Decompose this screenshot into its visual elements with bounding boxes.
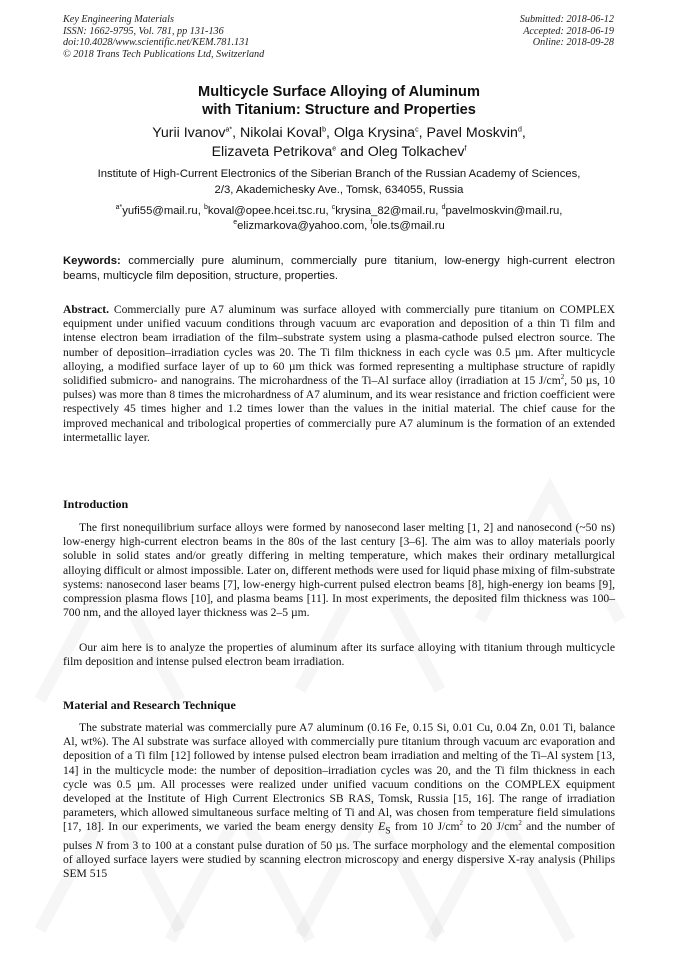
superscript: 2 xyxy=(459,819,463,828)
online-date: Online: 2018-09-28 xyxy=(532,37,614,49)
author-name: Elizaveta Petrikova xyxy=(211,144,333,160)
paragraph: The first nonequilibrium surface alloys were formed by nanosecond laser melting [1, 2] and nanosecond (~50 ns) low-energy high-current electron beams in the 80s of the last century [3–6]. The aim was to alloy materials poorly soluble in solid states and/or greatly differing in melting temperature, which makes their ordinary metallurgical alloying difficult or almost impossible. Later on, different methods were used for liquid phase mixing of film-substrate systems: nanosecond laser beams [7], low-energy high-current pulsed electron beams [8], high-energy ion beams [9], compression plasma flows [10], and plasma beams [11]. In most experiments, the deposited film thickness was 100–700 nm, and the alloyed layer thickness was 2–5 µm. xyxy=(63,521,615,620)
paragraph-text: from 10 J/cm xyxy=(390,820,460,834)
author-sup: c xyxy=(415,126,419,134)
superscript: 2 xyxy=(560,373,565,382)
variable: N xyxy=(95,838,104,852)
title-line-1: Multicycle Surface Alloying of Aluminum xyxy=(198,84,480,100)
paragraph-text: from 3 to 100 at a constant pulse duration of 50 µs. The surface morphology and the elemental composition of alloyed surface layers were studied by scanning electron microscopy and energy dispersive X-ray analysis (Philips SEM 515 xyxy=(63,838,615,881)
journal-name: Key Engineering Materials xyxy=(63,14,174,25)
email-sup: b xyxy=(204,204,208,212)
email-sup: a* xyxy=(115,204,123,212)
abstract-text: , 50 µs, 10 pulses) was more than 8 times the microhardness of A7 aluminum, and its wear resistance and friction coefficient were respectively 45 times higher and 1.2 times lower than the values in the initial material. The chief cause for the improved mechanical and tribological properties of commercially pure A7 aluminum is the formation of an extended intermetallic layer. xyxy=(63,374,616,444)
affiliation-line-2: 2/3, Akademichesky Ave., Tomsk, 634055, Russia xyxy=(214,183,464,196)
abstract-text: Commercially pure A7 aluminum was surface alloyed with commercially pure titanium on COMPLEX equipment under unified vacuum conditions through vacuum arc evaporation and deposition of a thin Ti film and intense electron beam irradiation of the film–substrate system using a plasma-cathode pulsed electron source. The number of deposition–irradiation cycles was 20. The Ti film thickness in each cycle was 0.5 µm. After multicycle alloying, a modified surface layer of up to 60 µm thick was formed representing a multiphase structure of rapidly solidified submicro- and nanograins. The microhardness of the Ti–Al surface alloy (irradiation at 15 J/cm xyxy=(63,303,615,388)
email-link[interactable]: ole.ts@mail.ru xyxy=(372,219,445,232)
paragraph: Our aim here is to analyze the properties of aluminum after its surface alloying with titanium through multicycle film deposition and intense pulsed electron beam irradiation. xyxy=(63,641,615,669)
variable: E xyxy=(378,820,386,834)
email-sup: d xyxy=(441,204,446,212)
copyright: © 2018 Trans Tech Publications Ltd, Switzerland xyxy=(63,48,265,60)
affiliation-line-1: Institute of High-Current Electronics of the Siberian Branch of the Russian Academy of Sciences, xyxy=(97,168,581,180)
authors-line-1: Yurii Ivanov$^{a*}$, Nikolai Koval$^b$, Olga Krysina$^c$, Pavel Moskvin$^d$, xyxy=(152,125,526,141)
paragraph-text: to 20 J/cm xyxy=(462,820,519,834)
author-name: Oleg Tolkachev xyxy=(367,144,465,160)
paper-title xyxy=(0,83,678,119)
keywords xyxy=(63,254,615,283)
authors-line-2: Elizaveta Petrikova$^e$ and Oleg Tolkachev$^f$ xyxy=(211,144,467,160)
submitted-date: Submitted: 2018-06-12 xyxy=(519,14,614,25)
superscript: 2 xyxy=(518,819,522,828)
author-name: Olga Krysina xyxy=(333,125,416,141)
author-sup: e xyxy=(332,145,337,153)
author-name: Pavel Moskvin xyxy=(426,125,518,141)
email-link[interactable]: elizmarkova@yahoo.com, xyxy=(237,219,368,232)
issn: ISSN: 1662-9795, Vol. 781, pp 131-136 xyxy=(63,25,224,37)
subscript: S xyxy=(385,825,391,837)
affiliation xyxy=(40,167,638,198)
author-sup: d xyxy=(517,126,522,134)
accepted-date: Accepted: 2018-06-19 xyxy=(523,25,614,37)
abstract-label: Abstract. xyxy=(63,303,110,316)
email-link[interactable]: pavelmoskvin@mail.ru, xyxy=(445,205,563,217)
dates-info xyxy=(520,14,614,49)
paragraph xyxy=(63,721,615,882)
doi: doi:10.4028/www.scientific.net/KEM.781.131 xyxy=(63,37,250,49)
email-sup: c xyxy=(331,204,336,212)
paragraph-text: The substrate material was commercially pure A7 aluminum (0.16 Fe, 0.15 Si, 0.01 Cu, 0.04 Zn, 0.01 Ti, balance Al, wt%). The Al substrate was surface alloyed with commercially pure titanium through vacuum arc evaporation and deposition of a Ti film [12] followed by intense pulsed electron beam irradiation and melting of the Ti–Al system [13, 14] in the multicycle mode: the number of deposition–irradiation cycles was 20, and the Ti film thickness in each cycle was 0.5 µm. All processes were realized under unified vacuum conditions on the COMPLEX equipment developed at the Institute of High Current Electronics SB RAS, Tomsk, Russia [15, 16]. The range of irradiation parameters, which allowed simultaneous surface melting of Ti and Al, was chosen from temperature field simulations [17, 18]. In our experiments, we varied the beam energy density xyxy=(63,721,615,834)
emails-line-2 xyxy=(40,219,638,234)
title-line-2: with Titanium: Structure and Properties xyxy=(202,102,476,118)
email-link[interactable]: koval@opee.hcei.tsc.ru, xyxy=(207,205,329,217)
author-sup: f xyxy=(464,145,467,153)
section-heading-materials: Material and Research Technique xyxy=(63,698,236,712)
email-list xyxy=(40,204,638,233)
author-list xyxy=(0,124,678,162)
keywords-text: commercially pure aluminum, commercially pure titanium, low-energy high-current electron beams, multicycle film deposition, structure, properties. xyxy=(63,255,616,282)
journal-info xyxy=(63,14,264,60)
author-sup: a* xyxy=(225,126,233,134)
email-sup: f xyxy=(370,218,373,226)
author-sup: b xyxy=(322,126,326,134)
abstract xyxy=(63,303,615,445)
author-name: Nikolai Koval xyxy=(240,125,323,141)
email-link[interactable]: krysina_82@mail.ru, xyxy=(335,205,439,217)
section-heading-introduction: Introduction xyxy=(63,497,129,511)
paragraph-text: and the number of pulses xyxy=(63,820,615,852)
emails-line-1 xyxy=(40,204,638,219)
keywords-label: Keywords: xyxy=(63,255,121,267)
email-link[interactable]: yufi55@mail.ru, xyxy=(122,205,201,217)
email-sup: e xyxy=(233,218,238,226)
author-name: Yurii Ivanov xyxy=(152,125,226,141)
